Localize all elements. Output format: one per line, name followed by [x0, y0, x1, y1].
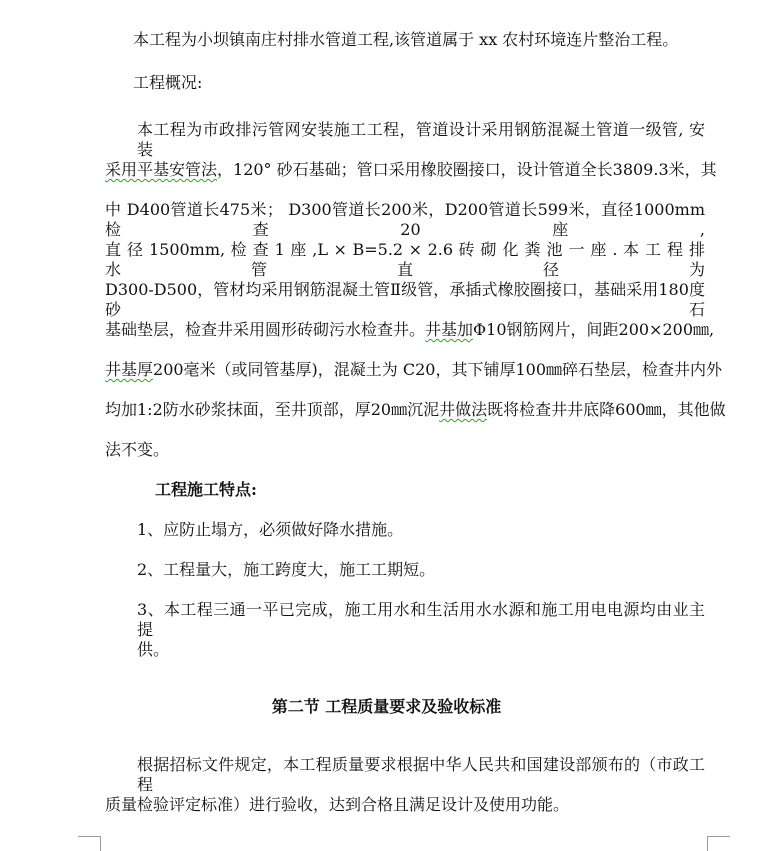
feature-item-3-continued: 供。	[137, 640, 170, 659]
overview-line-7	[105, 360, 723, 380]
overview-line-6-end: Φ10钢筋网片，间距200×200㎜,	[473, 320, 715, 339]
feature-item-2: 2、工程量大，施工跨度大，施工工期短。	[137, 560, 436, 579]
overview-line-2-rest: ，120° 砂石基础；管口采用橡胶圈接口，设计管道全长3809.3米，其	[217, 160, 717, 179]
overview-line-6	[105, 320, 715, 340]
feature-item-3: 3、本工程三通一平已完成，施工用水和生活用水水源和施工用电电源均由业主提	[137, 600, 705, 639]
section-heading: 第二节 工程质量要求及验收标准	[271, 697, 502, 716]
overview-line-3: 中 D400管道长475米； D300管道长200米，D200管道长599米，直径1000mm 检查20座,	[105, 200, 705, 239]
page-margin-corner-left	[78, 836, 101, 851]
overview-line-1: 本工程为市政排污管网安装施工工程，管道设计采用钢筋混凝土管道一级管, 安装	[137, 120, 705, 159]
quality-line-2: 质量检验评定标准）进行验收，达到合格且满足设计及使用功能。	[105, 795, 570, 814]
overview-line-8-start: 均加1:2防水砂浆抹面，至井顶部，厚20㎜沉泥	[105, 400, 440, 419]
features-heading: 工程施工特点:	[155, 480, 257, 499]
overview-label: 工程概况:	[133, 73, 203, 92]
overview-line-7-rest: 200毫米（或同管基厚)，混凝土为 C20，其下铺厚100㎜碎石垫层，检查井内外	[153, 360, 723, 379]
overview-line-2	[105, 160, 717, 180]
overview-line-9: 法不变。	[105, 440, 170, 459]
feature-item-1: 1、应防止塌方，必须做好降水措施。	[137, 520, 404, 539]
overview-line-8	[105, 400, 726, 420]
spellcheck-word: 井基厚	[105, 360, 154, 379]
overview-line-5: D300-D500，管材均采用钢筋混凝土管Ⅱ级管，承插式橡胶圈接口，基础采用180度砂石	[105, 280, 705, 319]
spellcheck-word: 采用平基安管法	[105, 160, 218, 179]
overview-line-6-start: 基础垫层，检查井采用圆形砖砌污水检查井。	[105, 320, 426, 339]
intro-paragraph: 本工程为小坝镇南庄村排水管道工程,该管道属于 xx 农村环境连片整治工程。	[133, 30, 679, 49]
page-margin-corner-right	[707, 836, 730, 851]
quality-line-1: 根据招标文件规定，本工程质量要求根据中华人民共和国建设部颁布的（市政工程	[137, 755, 705, 794]
spellcheck-word: 井基加	[425, 320, 474, 339]
spellcheck-word: 井做法	[439, 400, 488, 419]
overview-line-8-end: 既将检查井井底降600㎜，其他做	[487, 400, 726, 419]
overview-line-4: 直 径 1500mm, 检 查 1 座 ,L × B=5.2 × 2.6 砖 砌 化 粪 池 一 座 . 本 工 程 排 水 管 直 径 为	[105, 240, 705, 279]
